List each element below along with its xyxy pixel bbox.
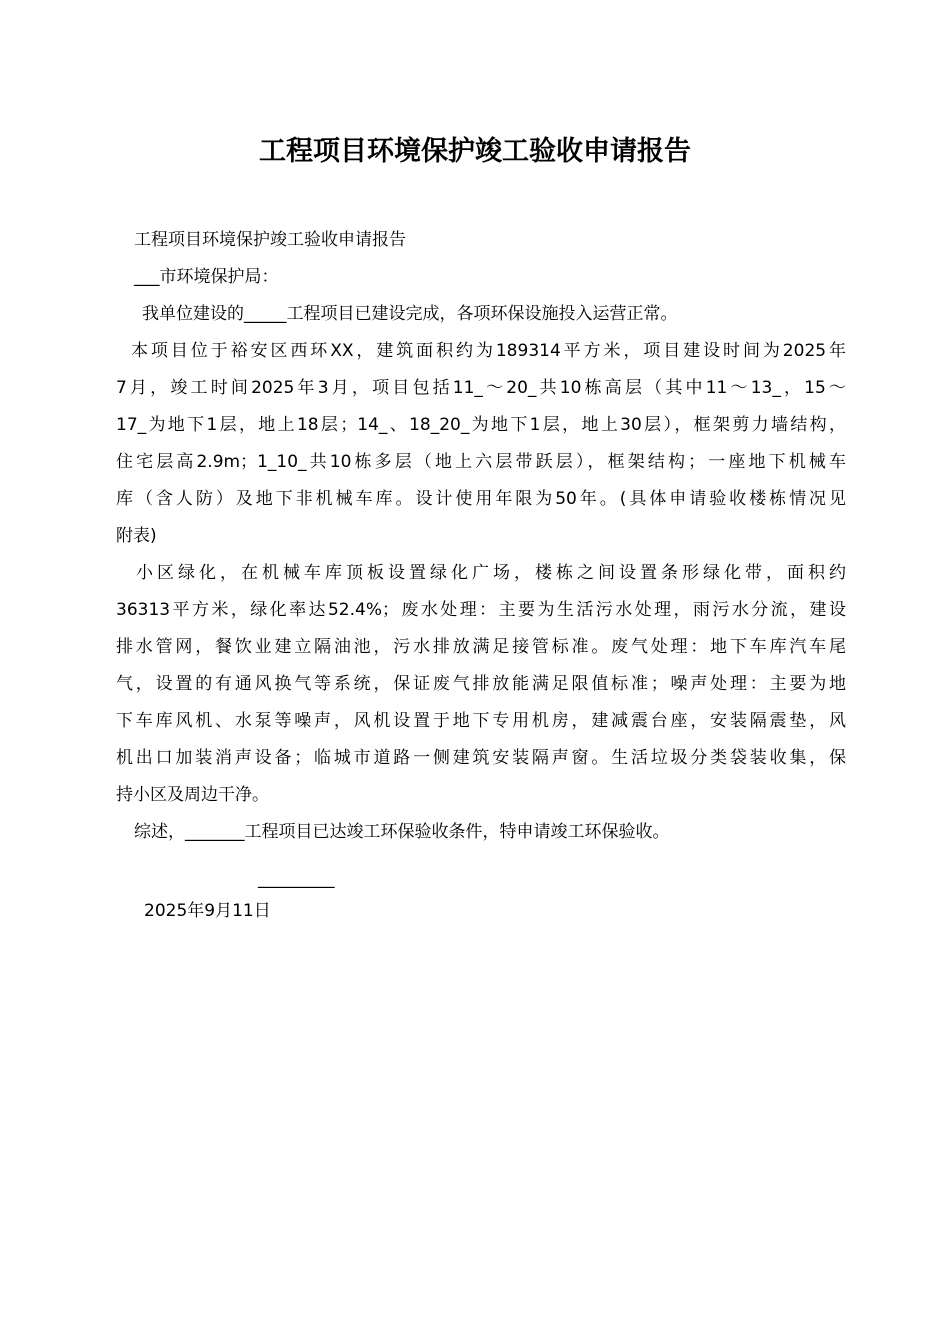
document-body <box>116 222 846 851</box>
signature-blank: _________ <box>258 869 335 889</box>
paragraph-1-line: 17_为地下1层，地上18层；14_、18_20_为地下1层，地上30层），框架剪力墙结构， <box>116 415 846 435</box>
conclusion-line: 综述，_______工程项目已达竣工环保验收条件，特申请竣工环保验收。 <box>134 822 670 842</box>
document-title: 工程项目环境保护竣工验收申请报告 <box>259 136 691 167</box>
paragraph-1-line: 7月，竣工时间2025年3月，项目包括11_～20_共10栋高层（其中11～13_，15～ <box>116 378 846 398</box>
paragraph-2-line: 小区绿化，在机械车库顶板设置绿化广场，楼栋之间设置条形绿化带，面积约 <box>136 563 846 583</box>
paragraph-1-line: 住宅层高2.9m；1_10_共10栋多层（地上六层带跃层），框架结构；一座地下机械车 <box>116 452 846 472</box>
paragraph-2-line: 机出口加装消声设备；临城市道路一侧建筑安装隔声窗。生活垃圾分类袋装收集，保 <box>116 748 846 768</box>
paragraph-2-line: 持小区及周边干净。 <box>116 785 269 805</box>
paragraph-2-line: 气，设置的有通风换气等系统，保证废气排放能满足限值标准；噪声处理：主要为地 <box>116 674 846 694</box>
subtitle-line: 工程项目环境保护竣工验收申请报告 <box>134 230 406 250</box>
paragraph-2-line: 下车库风机、水泵等噪声，风机设置于地下专用机房，建减震台座，安装隔震垫，风 <box>116 711 846 731</box>
paragraph-2-line: 排水管网，餐饮业建立隔油池，污水排放满足接管标准。废气处理：地下车库汽车尾 <box>116 637 846 657</box>
paragraph-1-line: 附表) <box>116 526 157 546</box>
addressee-line: ___市环境保护局： <box>134 267 279 287</box>
document-date: 2025年9月11日 <box>144 901 271 921</box>
paragraph-2-line: 36313平方米，绿化率达52.4%；废水处理：主要为生活污水处理，雨污水分流，建设 <box>116 600 846 620</box>
intro-line: 我单位建设的_____工程项目已建设完成，各项环保设施投入运营正常。 <box>142 304 678 324</box>
paragraph-1-line: 本项目位于裕安区西环XX，建筑面积约为189314平方米，项目建设时间为2025年 <box>131 341 846 361</box>
paragraph-1-line: 库（含人防）及地下非机械车库。设计使用年限为50年。(具体申请验收楼栋情况见 <box>116 489 846 509</box>
